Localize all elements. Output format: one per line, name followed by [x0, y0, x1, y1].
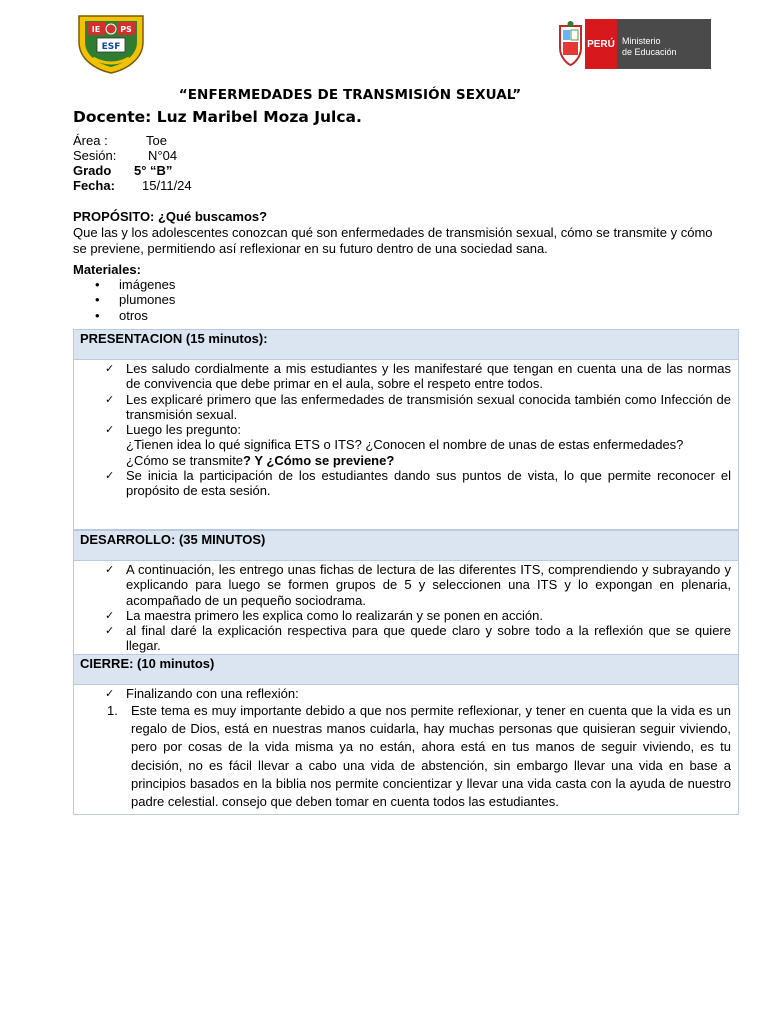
list-item: ✓ Finalizando con una reflexión: [74, 685, 738, 702]
question-text: ¿Tienen idea lo qué significa ETS o ITS? ¿Conocen el nombre de unas de estas enfermedades? [126, 437, 684, 453]
cierre-heading: CIERRE: (10 minutos) [73, 654, 739, 685]
sesion-value: N°04 [148, 148, 178, 163]
document-title: “ENFERMEDADES DE TRANSMISIÓN SEXUAL” [178, 87, 522, 103]
sesion-row [73, 148, 178, 163]
list-item: ✓ Se inicia la participación de los estudiantes dando sus puntos de vista, lo que permite reconocer el propósito de esta sesión. [74, 468, 738, 499]
question-followup-a: ¿Cómo se transmite [126, 452, 244, 468]
presentacion-heading: PRESENTACION (15 minutos): [73, 329, 739, 360]
question-followup-b: ? Y ¿Cómo se previene? [243, 452, 395, 468]
teacher-name: Docente: Luz Maribel Moza Julca. [73, 108, 362, 126]
list-item: • otros [93, 308, 175, 323]
grado-value: 5° “B” [134, 163, 173, 178]
list-number: 1. [107, 703, 118, 718]
question-intro: ✓ Luego les pregunto: [126, 422, 241, 438]
list-item: ✓ al final daré la explicación respectiva para que quede claro y sobre todo a la reflexión que se quiere llegar. [74, 623, 738, 654]
svg-text:PS: PS [120, 25, 132, 34]
question-followup [126, 453, 731, 468]
list-item: ✓ Les saludo cordialmente a mis estudiantes y les manifestaré que tengan en cuenta una de las normas de convivencia que debe primar en el aula, sobre el respeto entre todos. [74, 361, 738, 392]
desarrollo-list [74, 562, 738, 654]
area-row [73, 133, 167, 148]
grado-row [73, 163, 173, 178]
grado-label: Grado [73, 163, 112, 178]
list-item: ✓ A continuación, les entrego unas fichas de lectura de las diferentes ITS, comprendiendo y subrayando y explicando para luego se formen grupos de 5 y seleccionen una ITS y lo expongan en plenaria, acompañado de un pequeño sociodrama. [74, 562, 738, 608]
reflection-paragraph [74, 702, 738, 811]
ministry-of-education-logo [555, 18, 711, 70]
sesion-label: Sesión: [73, 148, 117, 163]
presentacion-list [74, 361, 738, 499]
school-crest-logo [75, 12, 147, 74]
area-label: Área : [73, 133, 108, 148]
materials-list [93, 277, 175, 323]
svg-text:de Educación: de Educación [622, 47, 677, 57]
svg-text:PERÚ: PERÚ [587, 39, 615, 50]
desarrollo-body [73, 561, 739, 655]
svg-text:ESF: ESF [101, 42, 121, 52]
materials-heading: Materiales: [73, 262, 141, 277]
fecha-row [73, 178, 192, 193]
peru-coat-of-arms-icon [560, 21, 581, 65]
fecha-label: Fecha: [73, 178, 115, 193]
list-item: • imágenes [93, 277, 175, 292]
purpose-text: Que las y los adolescentes conozcan qué son enfermedades de transmisión sexual, cómo se transmite y cómo se previene, permitiendo así reflexionar en su futuro dentro de una sociedad sana. [73, 225, 713, 256]
desarrollo-heading: DESARROLLO: (35 MINUTOS) [73, 530, 739, 561]
cierre-list [74, 685, 738, 702]
list-item: ✓ La maestra primero les explica como lo realizarán y se ponen en acción. [74, 608, 738, 623]
list-item: ✓ Les explicaré primero que las enfermedades de transmisión sexual conocida también como Infección de transmisión sexual. [74, 392, 738, 423]
svg-text:Ministerio: Ministerio [622, 36, 661, 46]
svg-text:IE: IE [91, 25, 101, 34]
fecha-value: 15/11/24 [142, 178, 192, 193]
list-item: • plumones [93, 292, 175, 307]
cierre-body [73, 685, 739, 815]
purpose-heading: PROPÓSITO: ¿Qué buscamos? [73, 209, 268, 224]
list-item [74, 422, 738, 468]
presentacion-body [73, 360, 739, 530]
area-value: Toe [146, 133, 167, 148]
reflection-text: Este tema es muy importante debido a que nos permite reflexionar, y tener en cuenta que la vida es un regalo de Dios, está en nuestras manos cuidarla, hay muchas personas que quisieran seguir viviendo, pero por cosas de la vida misma ya no están, ahora está en tus manos de seguir viviendo, es tu decisión, no es fácil llevar a cabo una vida de abstención, sin embargo llevar una vida en base a principios basados en la biblia nos permite concientizar y llevar una vida casta con la ayuda de nuestro padre celestial. consejo que deben tomar en cuenta todos las estudiantes. [131, 703, 731, 810]
